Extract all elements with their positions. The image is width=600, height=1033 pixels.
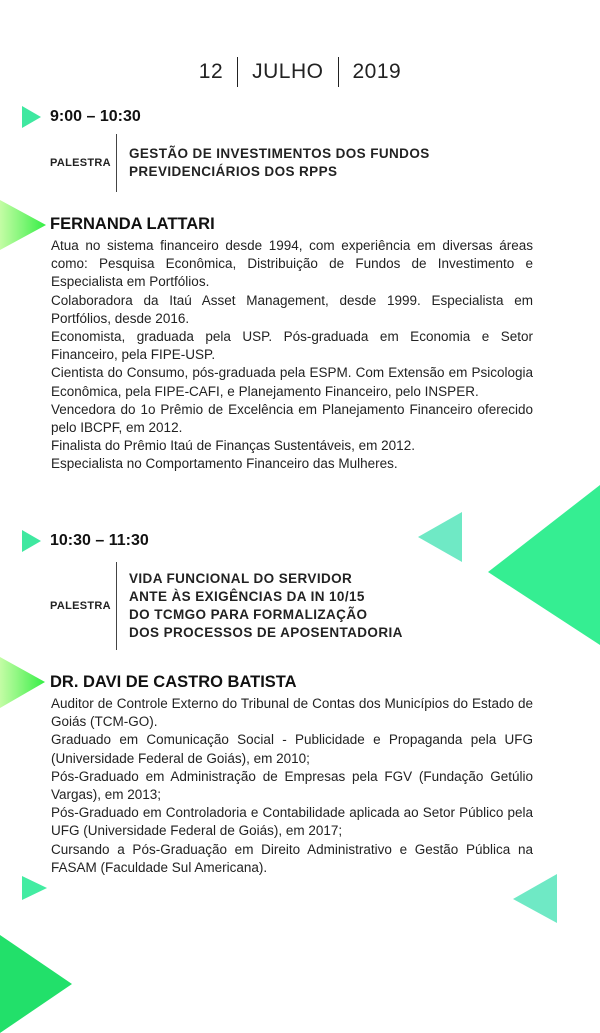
date-divider xyxy=(237,57,238,87)
talk-title-line: DOS PROCESSOS DE APOSENTADORIA xyxy=(129,625,403,640)
date-year: 2019 xyxy=(352,60,402,83)
bio-paragraph: Pós-Graduado em Administração de Empresas pela FGV (Fundação Getúlio Vargas), em 2013; xyxy=(51,768,533,803)
triangle-mark xyxy=(0,657,45,708)
speaker-name: DR. DAVI DE CASTRO BATISTA xyxy=(50,673,297,691)
triangle-mark xyxy=(488,485,600,645)
bio-paragraph: Atua no sistema financeiro desde 1994, com experiência em diversas áreas como: Pesquisa Econômica, Distribuição de Fundos de Investimento e Especialista em Portfólios. xyxy=(51,238,533,290)
bio-paragraph: Auditor de Controle Externo do Tribunal de Contas dos Municípios do Estado de Goiás (TCM-GO). xyxy=(51,696,533,730)
talk-title-line: DO TCMGO PARA FORMALIZAÇÃO xyxy=(129,607,368,622)
triangle-mark xyxy=(513,874,557,923)
triangle-mark xyxy=(22,106,41,128)
triangle-mark xyxy=(22,530,41,552)
date-divider xyxy=(338,57,339,87)
talk-title xyxy=(129,570,403,642)
talk-title-line: ANTE ÀS EXIGÊNCIAS DA IN 10/15 xyxy=(129,589,365,604)
bio-paragraph: Especialista no Comportamento Financeiro das Mulheres. xyxy=(51,456,398,472)
talk-block xyxy=(50,562,403,650)
talk-title-line: PREVIDENCIÁRIOS DOS RPPS xyxy=(129,164,338,179)
bio-paragraph: Economista, graduada pela USP. Pós-graduada em Economia e Setor Financeiro, pela FIPE-USP. xyxy=(51,329,533,363)
speaker-bio xyxy=(51,237,533,474)
talk-type: PALESTRA xyxy=(50,157,111,169)
speaker-bio xyxy=(51,695,533,877)
bio-paragraph: Cursando a Pós-Graduação em Direito Administrativo e Gestão Pública na FASAM (Faculdade Sul Americana). xyxy=(51,841,533,875)
talk-title xyxy=(129,145,430,181)
bio-paragraph: Vencedora do 1o Prêmio de Excelência em Planejamento Financeiro oferecido pelo IBCPF, em 2012. xyxy=(51,401,533,436)
talk-divider xyxy=(116,562,117,650)
bio-paragraph: Colaboradora da Itaú Asset Management, desde 1999. Especialista em Portfólios, desde 2016. xyxy=(51,292,533,326)
bio-paragraph: Graduado em Comunicação Social - Publicidade e Propaganda pela UFG (Universidade Federal de Goiás), em 2010; xyxy=(51,732,533,766)
triangle-mark xyxy=(418,512,462,562)
talk-type: PALESTRA xyxy=(50,600,111,612)
date-day: 12 xyxy=(198,60,224,83)
talk-divider xyxy=(116,134,117,192)
bio-paragraph: Cientista do Consumo, pós-graduada pela ESPM. Com Extensão em Psicologia Econômica, pela FIPE-CAFI, e Planejamento Financeiro, pelo INSPER. xyxy=(51,365,533,399)
session-time: 10:30 – 11:30 xyxy=(50,532,149,549)
event-date xyxy=(0,57,600,87)
date-month: JULHO xyxy=(252,60,324,83)
triangle-mark xyxy=(0,200,46,250)
triangle-mark xyxy=(22,876,47,900)
talk-title-line: VIDA FUNCIONAL DO SERVIDOR xyxy=(129,571,353,586)
speaker-name: FERNANDA LATTARI xyxy=(50,215,215,233)
triangle-mark xyxy=(0,935,72,1033)
bio-paragraph: Pós-Graduado em Controladoria e Contabilidade aplicada ao Setor Público pela UFG (Universidade Federal de Goiás), em 2017; xyxy=(51,805,533,839)
bio-paragraph: Finalista do Prêmio Itaú de Finanças Sustentáveis, em 2012. xyxy=(51,438,415,454)
session-time: 9:00 – 10:30 xyxy=(50,108,141,125)
talk-title-line: GESTÃO DE INVESTIMENTOS DOS FUNDOS xyxy=(129,146,430,161)
talk-block xyxy=(50,134,430,192)
